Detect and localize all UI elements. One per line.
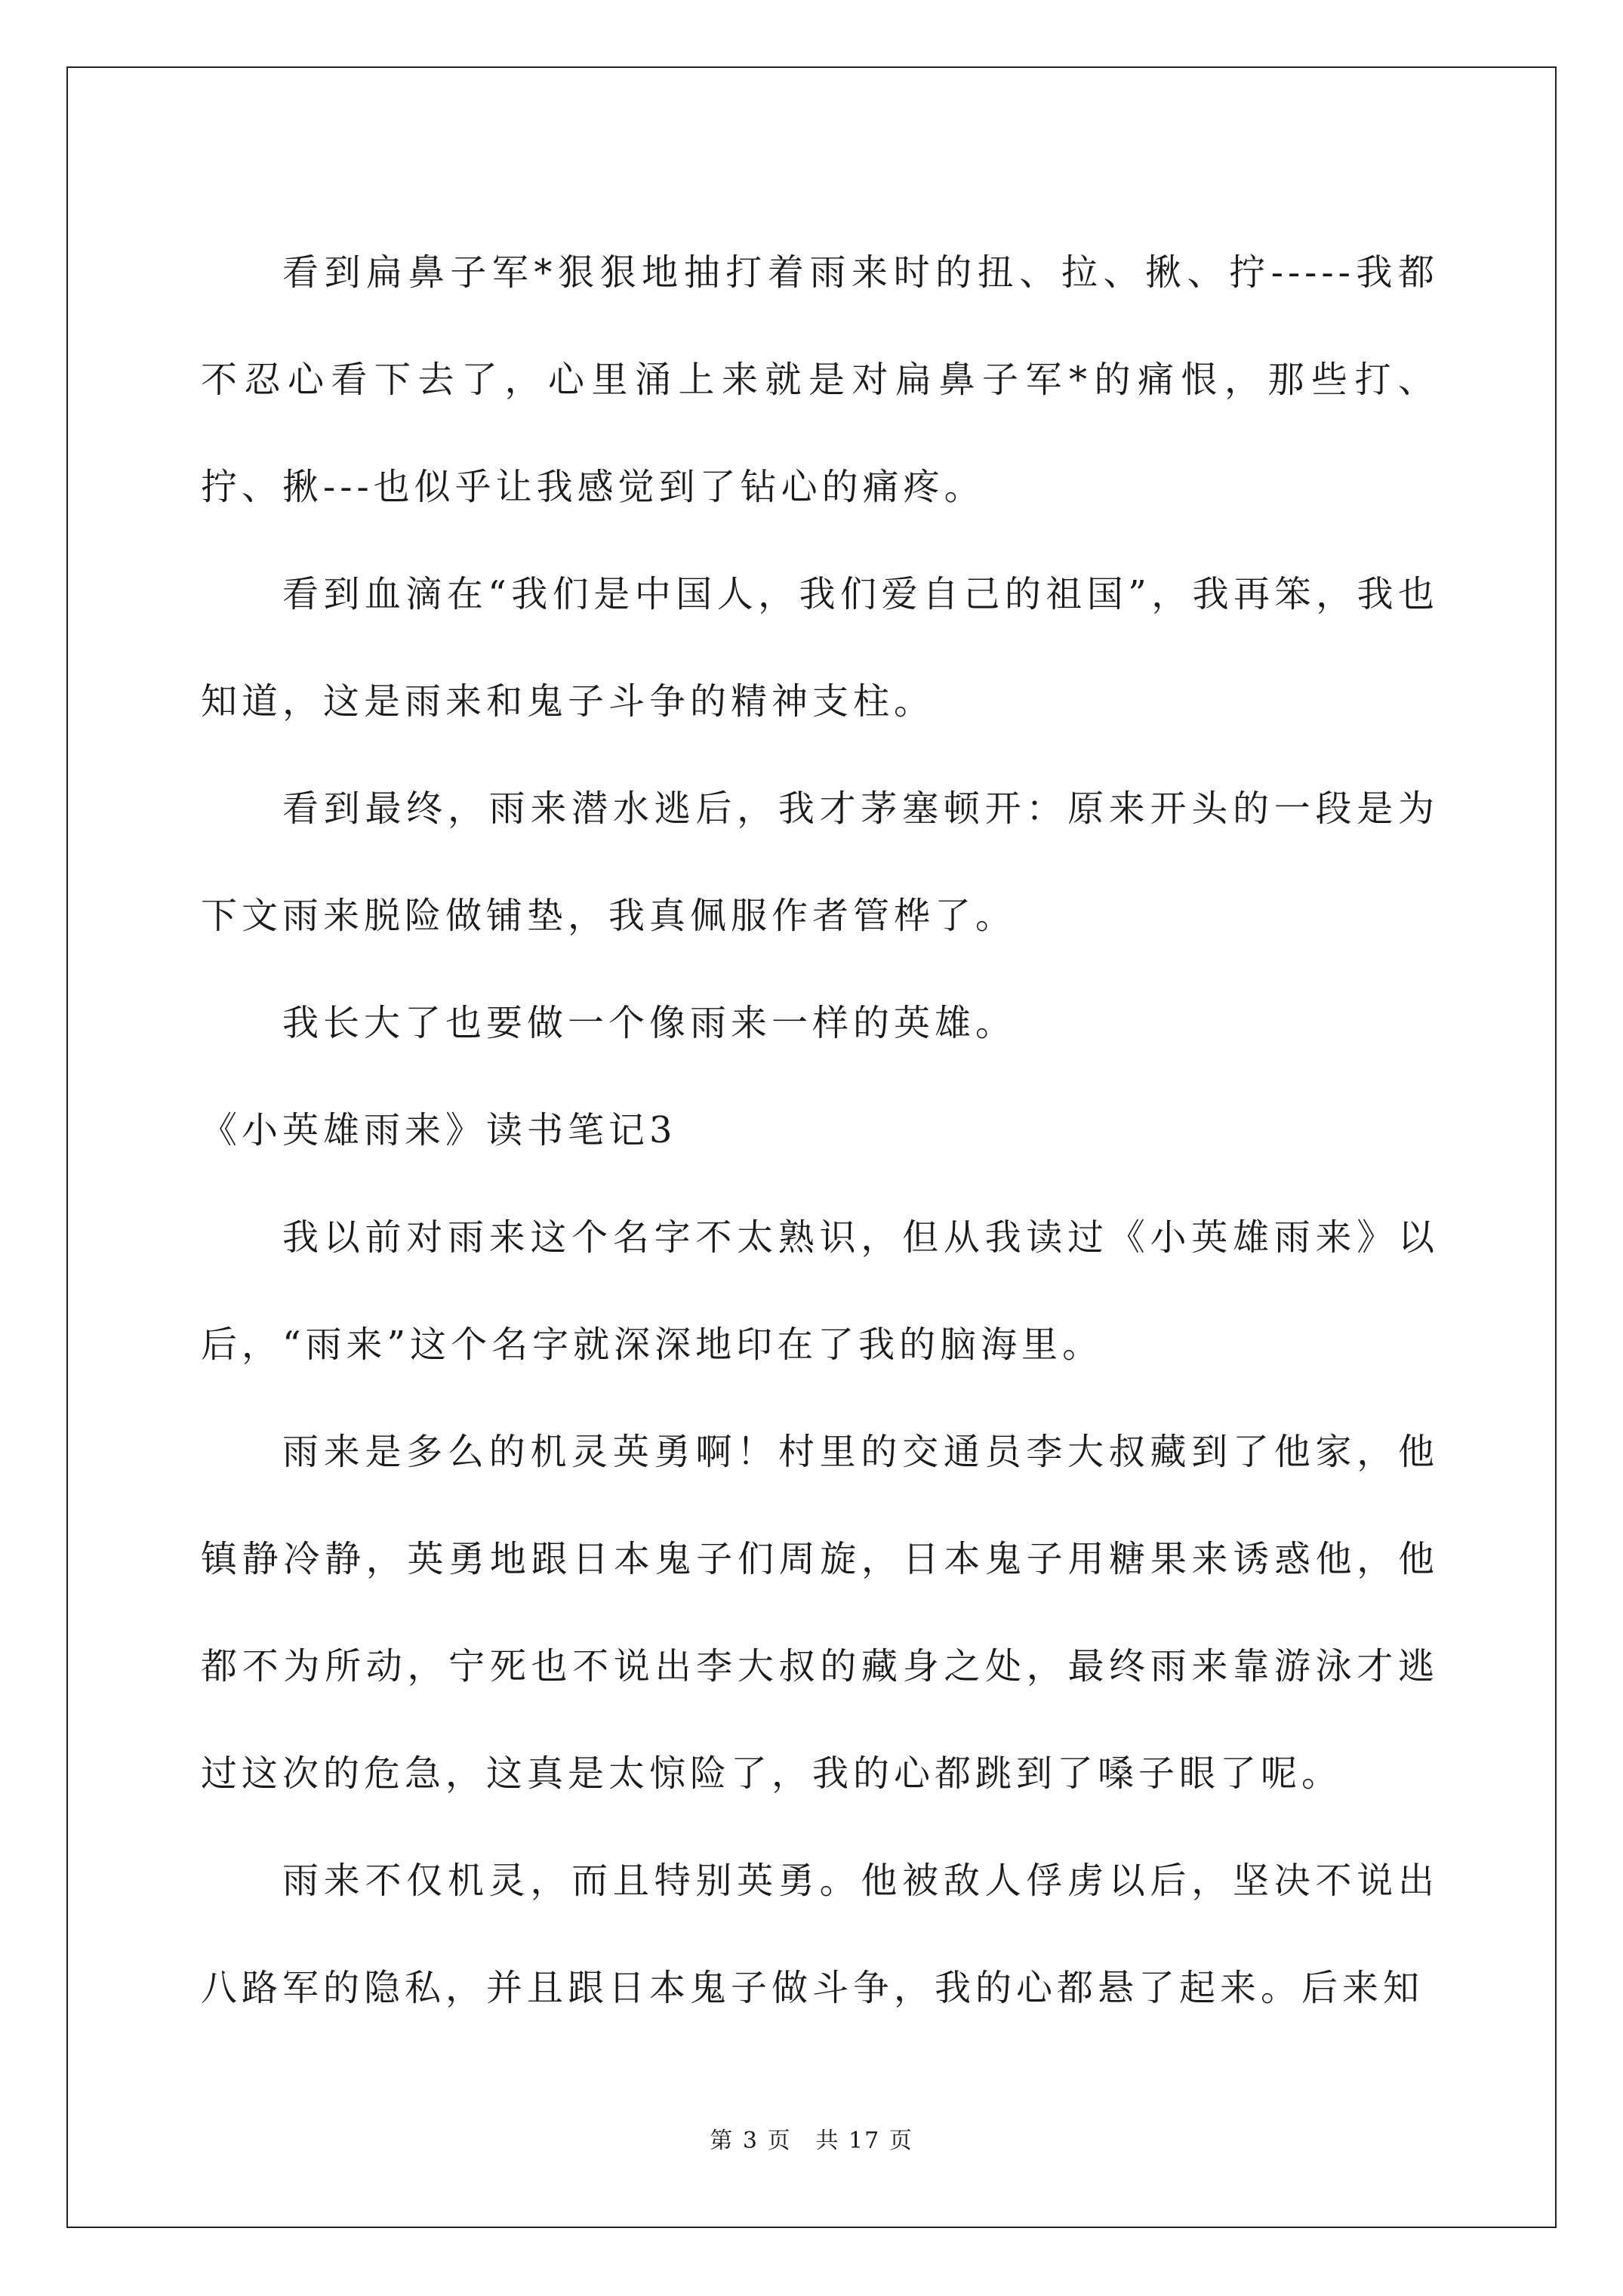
paragraph: 看到血滴在“我们是中国人，我们爱自己的祖国”，我再笨，我也知道，这是雨来和鬼子斗争的精神支柱。: [201, 573, 1439, 723]
paragraph: 看到最终，雨来潜水逃后，我才茅塞顿开：原来开头的一段是为下文雨来脱险做铺垫，我真佩服作者管桦了。: [201, 787, 1439, 937]
paragraph: 我以前对雨来这个名字不太熟识，但从我读过《小英雄雨来》以后，“雨来”这个名字就深深地印在了我的脑海里。: [201, 1216, 1439, 1366]
paragraph: 看到扁鼻子军*狠狠地抽打着雨来时的扭、拉、揪、拧-----我都不忍心看下去了，心里涌上来就是对扁鼻子军*的痛恨，那些打、拧、揪---也似乎让我感觉到了钻心的痛疼。: [201, 251, 1439, 508]
paragraph: 我长大了也要做一个像雨来一样的英雄。: [282, 1002, 1017, 1044]
paragraph: 雨来是多么的机灵英勇啊！村里的交通员李大叔藏到了他家，他镇静冷静，英勇地跟日本鬼子们周旋，日本鬼子用糖果来诱惑他，他都不为所动，宁死也不说出李大叔的藏身之处，最终雨来靠游泳才逃过这次的危急，这真是太惊险了，我的心都跳到了嗓子眼了呢。: [201, 1431, 1439, 1795]
document-body: [201, 219, 1439, 2042]
section-title: 《小英雄雨来》读书笔记3: [201, 1109, 677, 1151]
page-number-footer: 第 3 页 共 17 页: [710, 2128, 913, 2154]
paragraph: 雨来不仅机灵，而且特别英勇。他被敌人俘虏以后，坚决不说出八路军的隐私，并且跟日本鬼子做斗争，我的心都悬了起来。后来知: [201, 1860, 1439, 2009]
